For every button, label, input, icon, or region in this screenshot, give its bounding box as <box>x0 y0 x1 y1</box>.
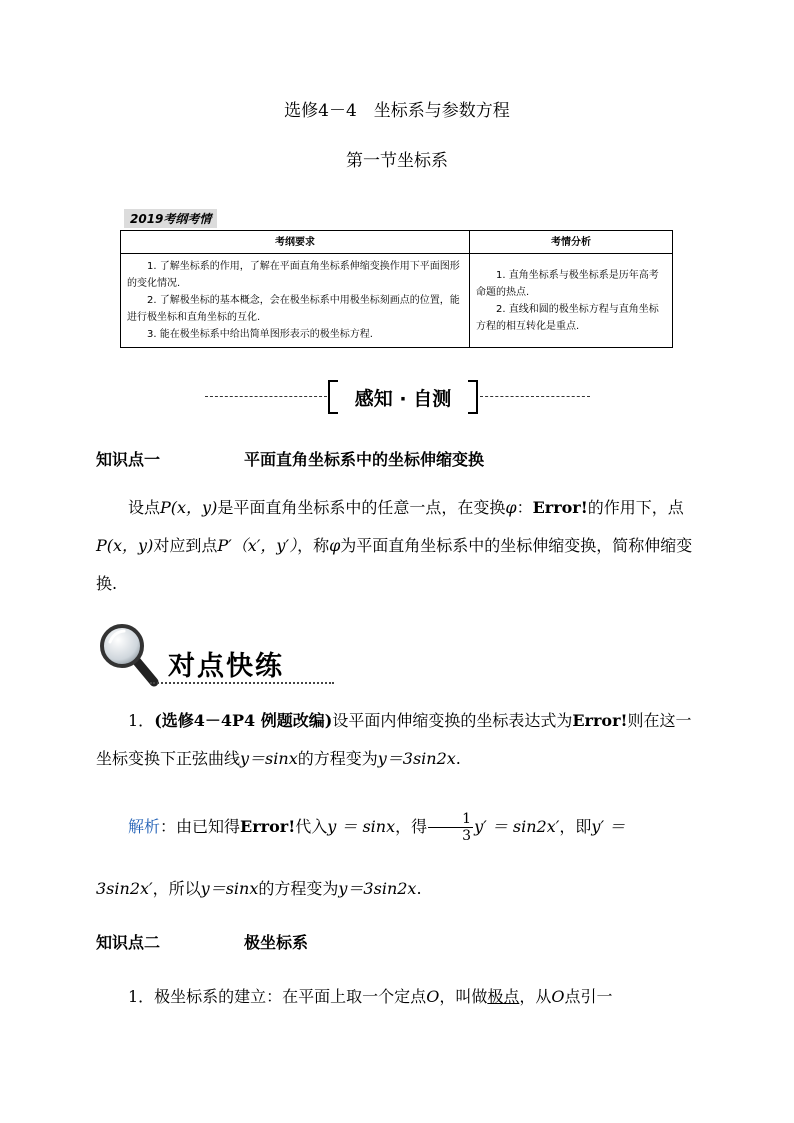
point-o: O <box>426 987 440 1006</box>
analysis-cell <box>470 254 673 348</box>
error-placeholder: Error! <box>240 817 296 836</box>
equation: y＝sinx <box>240 749 298 768</box>
knowledge-point-label: 知识点一 <box>96 450 161 469</box>
text: ： <box>160 817 177 836</box>
point-o: O <box>551 987 565 1006</box>
chapter-title: 第一节坐标系 <box>346 151 448 171</box>
fraction-denominator: 3 <box>462 828 472 844</box>
fraction-numerator: 1 <box>428 811 473 828</box>
text: ，即 <box>559 817 592 836</box>
phi-symbol: φ <box>505 498 517 517</box>
requirement-item: 2. 了解极坐标的基本概念，会在极坐标系中用极坐标刻画点的位置，能进行极坐标和直角坐标的互化. <box>127 295 460 323</box>
text: ，称 <box>297 536 330 555</box>
col-header-analysis: 考情分析 <box>470 231 673 254</box>
text: 由已知得 <box>176 817 241 836</box>
practice-title: 对点快练 <box>168 651 284 682</box>
text: 点引一 <box>564 987 613 1006</box>
text: . <box>455 749 461 768</box>
term-pole: 极点 <box>487 987 520 1006</box>
error-placeholder: Error! <box>532 498 588 517</box>
magnifier-icon <box>98 622 168 688</box>
section-title: 选修4－4 坐标系与参数方程 <box>284 101 510 121</box>
kaogang-label: 2019考纲考情 <box>124 209 217 228</box>
text: ，所以 <box>152 879 201 898</box>
paragraph-polar-system <box>96 978 701 1016</box>
text: 设平面内伸缩变换的坐标表达式为 <box>332 711 573 730</box>
equation: y ＝ sinx <box>327 817 396 836</box>
text: 设点 <box>128 498 161 517</box>
phi-symbol: φ <box>329 536 341 555</box>
text: ，得 <box>395 817 428 836</box>
text: ： <box>516 498 533 517</box>
banner-divider-right <box>480 396 590 397</box>
answer-explanation <box>96 796 701 920</box>
point-p-prime: P′（x′，y′） <box>217 536 298 555</box>
practice-underline <box>150 682 334 684</box>
question-source: (选修4－4P4 例题改编) <box>154 711 333 730</box>
equation: y＝3sin2x <box>377 749 456 768</box>
text: 则在这一坐标变换下正弦曲线 <box>96 711 692 768</box>
banner-bracket <box>328 380 478 412</box>
point-p: P(x，y) <box>96 536 154 555</box>
practice-header <box>98 622 338 688</box>
text: 的作用下，点 <box>587 498 684 517</box>
knowledge-point-title: 平面直角坐标系中的坐标伸缩变换 <box>244 450 485 469</box>
fraction <box>428 811 473 844</box>
text: 代入 <box>295 817 328 836</box>
equation: y′ ＝ 3sin2x′ <box>96 817 626 898</box>
analysis-item: 2. 直线和圆的极坐标方程与直角坐标方程的相互转化是重点. <box>476 303 659 332</box>
text: 1．极坐标系的建立：在平面上取一个定点 <box>128 987 427 1006</box>
banner-text: 感知 · 自测 <box>354 388 452 410</box>
kaogang-table <box>120 230 673 348</box>
col-header-requirements: 考纲要求 <box>121 231 470 254</box>
analysis-item: 1. 直角坐标系与极坐标系是历年高考命题的热点. <box>476 269 659 298</box>
equation: y′ ＝ sin2x′ <box>474 817 560 836</box>
section-banner <box>205 380 590 412</box>
banner-divider-left <box>205 396 327 397</box>
requirements-cell <box>121 254 470 348</box>
point-p: P(x，y) <box>160 498 218 517</box>
text: 的方程变为 <box>297 749 378 768</box>
text: 为平面直角坐标系中的坐标伸缩变换，简称伸缩变换. <box>96 536 693 593</box>
text: . <box>416 879 422 898</box>
answer-label: 解析 <box>128 817 161 836</box>
requirement-item: 3. 能在极坐标系中给出简单图形表示的极坐标方程. <box>147 329 373 340</box>
text: 是平面直角坐标系中的任意一点，在变换 <box>217 498 506 517</box>
question-number: 1． <box>128 711 155 730</box>
paragraph-scaling-transform <box>96 489 701 603</box>
equation: y＝3sin2x <box>338 879 417 898</box>
question-1 <box>96 702 701 778</box>
knowledge-point-label: 知识点二 <box>96 933 161 952</box>
error-placeholder: Error! <box>572 711 628 730</box>
knowledge-point-title: 极坐标系 <box>244 933 309 952</box>
requirement-item: 1. 了解坐标系的作用，了解在平面直角坐标系伸缩变换作用下平面图形的变化情况. <box>127 261 460 289</box>
equation: y＝sinx <box>200 879 259 898</box>
text: ，从 <box>519 987 552 1006</box>
text: 对应到点 <box>153 536 218 555</box>
text: 的方程变为 <box>258 879 339 898</box>
text: ，叫做 <box>439 987 488 1006</box>
